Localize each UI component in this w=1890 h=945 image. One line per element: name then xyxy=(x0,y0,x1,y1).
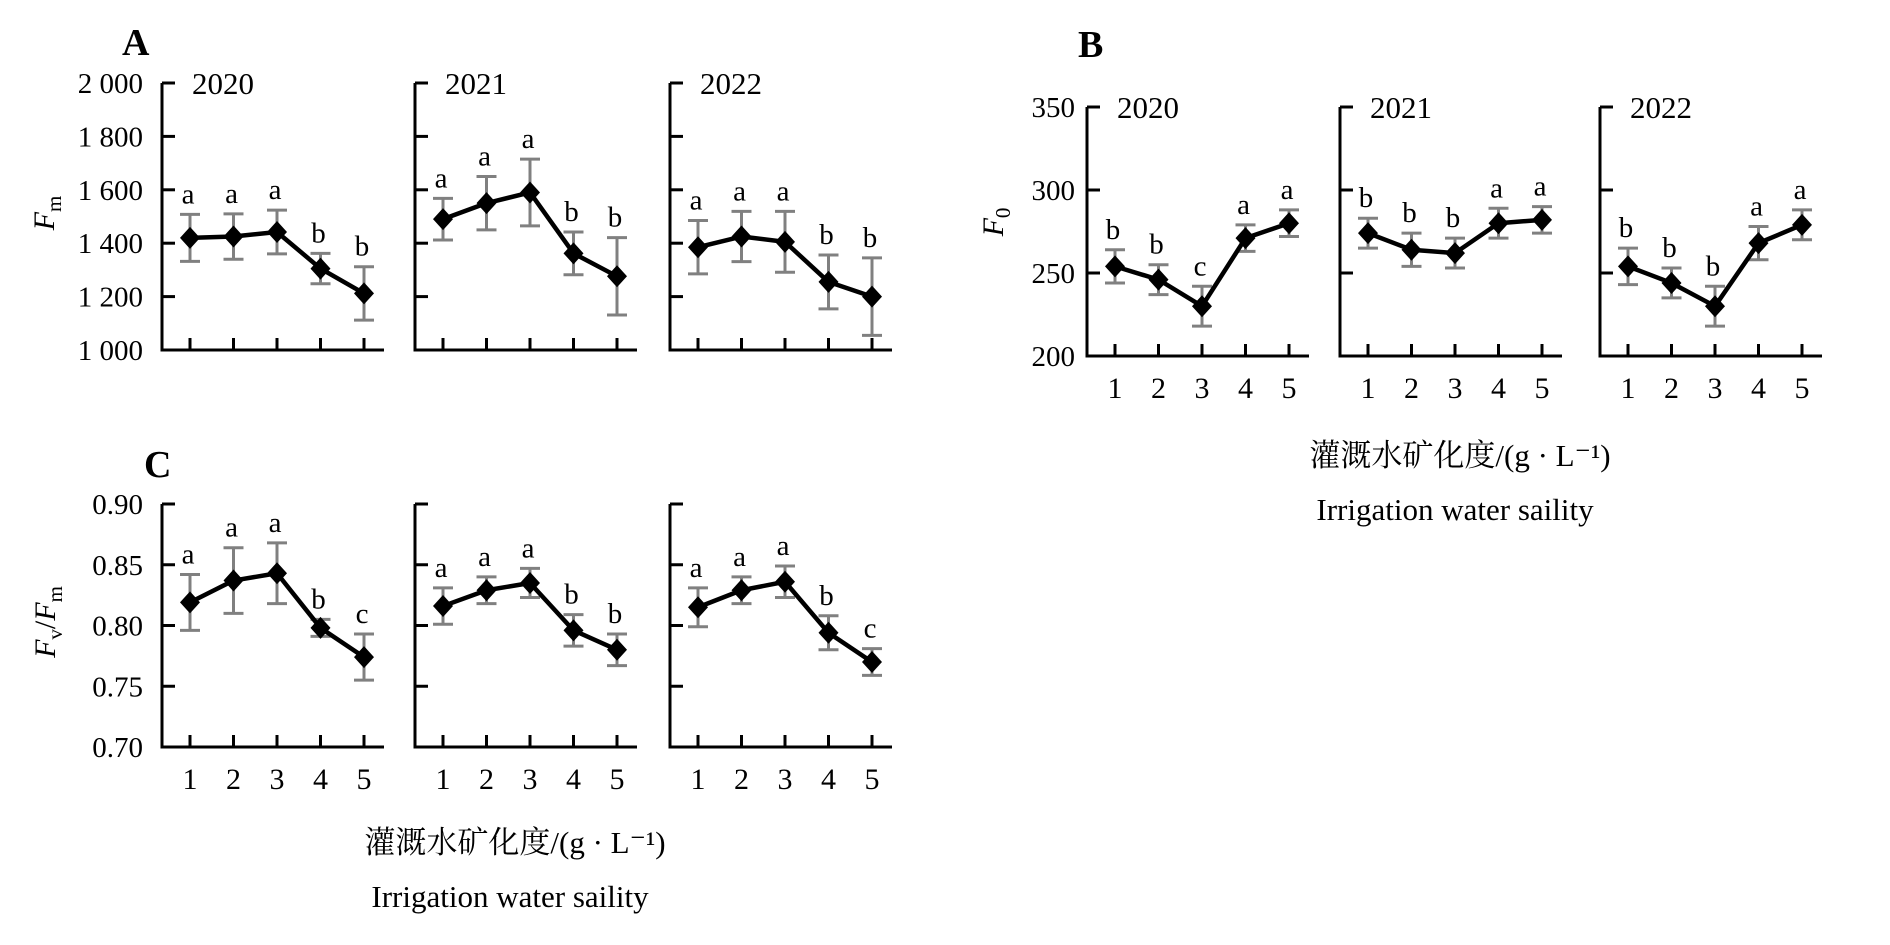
data-point-marker xyxy=(688,596,708,618)
y-tick-label: 0.85 xyxy=(92,549,143,582)
y-tick-label: 1 400 xyxy=(77,228,143,261)
data-point-marker xyxy=(477,192,497,214)
x-axis-caption-en-panelC: Irrigation water saility xyxy=(371,879,649,914)
sig-letter: a xyxy=(1793,173,1807,206)
sig-letter: b xyxy=(564,578,579,611)
x-tick-label: 3 xyxy=(1447,372,1463,405)
y-axis-label-F0 xyxy=(977,207,1015,237)
y-tick-label: 1 600 xyxy=(77,174,143,207)
x-axis-caption-en-panelB: Irrigation water saility xyxy=(1316,492,1594,527)
data-point-marker xyxy=(1358,222,1378,244)
sig-letter: b xyxy=(354,230,370,263)
sig-letter: a xyxy=(434,551,448,584)
y-tick-label: 0.90 xyxy=(92,489,143,521)
y-tick-label: 0.70 xyxy=(92,732,143,764)
sig-letter: a xyxy=(1490,172,1503,205)
sig-letter: a xyxy=(478,140,491,173)
data-point-marker xyxy=(1532,209,1552,231)
sig-letter: a xyxy=(268,506,282,539)
data-point-marker xyxy=(1662,272,1682,294)
sig-letter: a xyxy=(733,540,746,573)
data-point-marker xyxy=(1792,214,1812,236)
data-point-marker xyxy=(1489,212,1509,234)
data-point-marker xyxy=(1149,269,1169,291)
sig-letter: a xyxy=(181,178,195,211)
sig-letter: b xyxy=(1705,250,1721,283)
sig-letter: a xyxy=(1237,188,1250,221)
data-point-marker xyxy=(224,570,244,592)
sig-letter: b xyxy=(1149,228,1164,261)
y-tick-label: 0.75 xyxy=(92,671,143,704)
x-axis-caption-zh-panelC: 灌溉水矿化度/(g · L⁻¹) xyxy=(364,825,666,860)
data-point-marker xyxy=(180,591,200,613)
sig-letter: a xyxy=(1533,170,1547,203)
x-tick-label: 2 xyxy=(1151,372,1166,405)
sig-letter: b xyxy=(819,218,834,251)
sig-letter: b xyxy=(1618,212,1634,245)
sig-letter: b xyxy=(607,201,623,234)
data-point-marker xyxy=(477,579,497,601)
sig-letter: b xyxy=(1402,197,1417,230)
data-point-marker xyxy=(354,282,374,304)
sig-letter: a xyxy=(776,529,790,562)
data-point-marker xyxy=(1618,255,1638,277)
sig-letter: a xyxy=(733,175,746,208)
data-point-marker xyxy=(1105,255,1125,277)
data-point-marker xyxy=(1279,212,1299,234)
sig-letter: b xyxy=(819,579,834,612)
x-tick-label: 1 xyxy=(435,763,451,796)
year-label: 2020 xyxy=(1117,90,1179,125)
data-point-marker xyxy=(607,265,627,287)
y-tick-label: 350 xyxy=(1031,92,1075,124)
x-tick-label: 3 xyxy=(1194,372,1210,405)
sig-letter: a xyxy=(225,511,238,544)
sig-letter: b xyxy=(862,221,878,254)
y-tick-label: 1 200 xyxy=(77,281,143,314)
y-axis-label-part: F xyxy=(28,212,61,231)
x-tick-label: 4 xyxy=(1751,372,1766,405)
data-point-marker xyxy=(862,651,882,673)
year-label: 2021 xyxy=(445,66,507,101)
x-tick-label: 2 xyxy=(1664,372,1679,405)
data-point-marker xyxy=(688,236,708,258)
year-label: 2021 xyxy=(1370,90,1432,125)
data-point-marker xyxy=(1445,242,1465,264)
y-tick-label: 0.80 xyxy=(92,610,143,643)
x-tick-label: 5 xyxy=(1794,372,1810,405)
sig-letter: b xyxy=(1358,182,1374,215)
data-point-marker xyxy=(1402,239,1422,261)
data-point-marker xyxy=(732,226,752,248)
sig-letter: c xyxy=(863,612,877,645)
x-axis-caption-zh-panelB: 灌溉水矿化度/(g · L⁻¹) xyxy=(1309,438,1611,473)
x-tick-label: 1 xyxy=(1360,372,1376,405)
sig-letter: b xyxy=(311,217,326,250)
x-tick-label: 4 xyxy=(821,763,836,796)
panel-label-B: B xyxy=(1078,24,1104,66)
sig-letter: a xyxy=(689,551,703,584)
x-tick-label: 3 xyxy=(269,763,285,796)
x-tick-label: 1 xyxy=(690,763,706,796)
panel-label-C: C xyxy=(144,444,172,486)
y-axis-label-part: v xyxy=(43,629,67,640)
x-tick-label: 1 xyxy=(1107,372,1123,405)
sig-letter: b xyxy=(311,583,326,616)
x-tick-label: 1 xyxy=(182,763,198,796)
y-axis-label-Fm xyxy=(28,195,66,231)
x-tick-label: 2 xyxy=(1404,372,1419,405)
sig-letter: b xyxy=(1445,202,1461,235)
sig-letter: a xyxy=(434,162,448,195)
sig-letter: a xyxy=(776,175,790,208)
x-tick-label: 2 xyxy=(226,763,241,796)
x-tick-label: 4 xyxy=(566,763,581,796)
y-axis-label-part: / xyxy=(29,620,62,630)
y-axis-label-part: F xyxy=(977,218,1010,237)
y-tick-label: 200 xyxy=(1031,341,1075,373)
x-tick-label: 3 xyxy=(522,763,538,796)
sig-letter: a xyxy=(268,174,282,207)
x-tick-label: 4 xyxy=(1238,372,1253,405)
x-tick-label: 5 xyxy=(864,763,880,796)
x-tick-label: 4 xyxy=(313,763,328,796)
sig-letter: b xyxy=(1105,213,1121,246)
x-tick-label: 2 xyxy=(734,763,749,796)
sig-letter: a xyxy=(521,532,535,565)
sig-letter: c xyxy=(355,598,369,631)
sig-letter: c xyxy=(1193,250,1207,283)
y-tick-label: 1 000 xyxy=(77,335,143,367)
y-tick-label: 2 000 xyxy=(77,68,143,100)
y-axis-label-FvFm xyxy=(29,586,67,658)
y-tick-label: 250 xyxy=(1031,258,1075,290)
sig-letter: a xyxy=(521,123,535,156)
data-point-marker xyxy=(862,286,882,308)
data-point-marker xyxy=(433,208,453,230)
x-tick-label: 3 xyxy=(1707,372,1723,405)
x-tick-label: 3 xyxy=(777,763,793,796)
year-label: 2022 xyxy=(1630,90,1692,125)
x-tick-label: 1 xyxy=(1620,372,1636,405)
y-tick-label: 300 xyxy=(1031,175,1075,207)
y-axis-label-part: m xyxy=(43,586,67,603)
year-label: 2022 xyxy=(700,66,762,101)
y-axis-label-part: m xyxy=(42,195,66,213)
panel-label-A: A xyxy=(122,22,150,64)
x-tick-label: 5 xyxy=(609,763,625,796)
y-axis-label-part: F xyxy=(29,602,62,621)
sig-letter: a xyxy=(1750,190,1763,223)
x-tick-label: 4 xyxy=(1491,372,1506,405)
sig-letter: a xyxy=(181,538,195,571)
sig-letter: b xyxy=(1662,232,1677,265)
sig-letter: b xyxy=(564,195,579,228)
sig-letter: a xyxy=(689,184,703,217)
data-point-marker xyxy=(433,595,453,617)
data-point-marker xyxy=(732,579,752,601)
y-tick-label: 1 800 xyxy=(77,121,143,154)
x-tick-label: 5 xyxy=(1534,372,1550,405)
x-tick-label: 2 xyxy=(479,763,494,796)
year-label: 2020 xyxy=(192,66,254,101)
data-point-marker xyxy=(354,646,374,668)
x-tick-label: 5 xyxy=(1281,372,1297,405)
x-tick-label: 5 xyxy=(356,763,372,796)
data-point-marker xyxy=(180,227,200,249)
y-axis-label-part: F xyxy=(29,639,62,658)
sig-letter: a xyxy=(478,540,491,573)
sig-letter: a xyxy=(225,177,238,210)
sig-letter: a xyxy=(1280,173,1294,206)
y-axis-label-part: 0 xyxy=(991,207,1015,219)
sig-letter: b xyxy=(607,598,623,631)
data-point-marker xyxy=(607,639,627,661)
data-point-marker xyxy=(224,226,244,248)
